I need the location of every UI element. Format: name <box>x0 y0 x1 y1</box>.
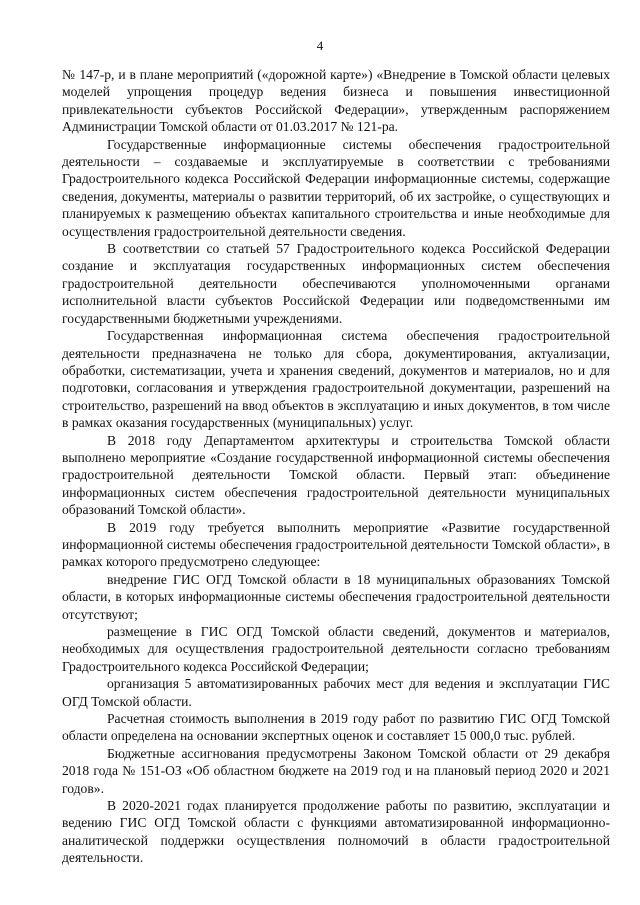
paragraph-item-implementation: внедрение ГИС ОГД Томской области в 18 муниципальных образованиях Томской области, в которых информационные системы обеспечения градостроительной деятельности отсутствуют; <box>62 571 610 622</box>
paragraph-item-placement: размещение в ГИС ОГД Томской области сведений, документов и материалов, необходимых для осуществления градостроительной деятельности согласно требованиям Градостроительного кодекса Российской Федерации; <box>62 624 610 674</box>
paragraph-system-purpose: Государственная информационная система обеспечения градостроительной деятельности предназначена не только для сбора, документирования, актуализации, обработки, систематизации, учета и хранения сведений, документов и материалов, но и для подготовки, согласования и утверждения градостроительной документации, разрешений на строительство, разрешений на ввод объектов в эксплуатацию и иных документов, в том числе в рамках оказания государственных (муниципальных) услуг. <box>62 328 610 431</box>
paragraph-2019-measure: В 2019 году требуется выполнить мероприятие «Развитие государственной информационной системы обеспечения градостроительной деятельности Томской области», в рамках которого предусмотрено следующее: <box>62 519 610 570</box>
paragraph-2020-2021-plans: В 2020-2021 годах планируется продолжение работы по развитию, эксплуатации и ведению ГИС ОГД Томской области с функциями автоматизированной информационно-аналитической поддержки осуществления полномочий в области градостроительной деятельности. <box>62 798 610 866</box>
document-body <box>62 66 610 867</box>
paragraph-article-57: В соответствии со статьей 57 Градостроительного кодекса Российской Федерации создание и эксплуатация государственных информационных систем обеспечения градостроительной деятельности обеспечиваются уполномоченными органами исполнительной власти субъектов Российской Федерации или подведомственными им государственными бюджетными учреждениями. <box>62 241 610 326</box>
paragraph-item-workstations: организация 5 автоматизированных рабочих мест для ведения и эксплуатации ГИС ОГД Томской области. <box>62 676 610 709</box>
paragraph-2018-measure: В 2018 году Департаментом архитектуры и строительства Томской области выполнено мероприятие «Создание государственной информационной системы обеспечения градостроительной деятельности Томской области. Первый этап: объединение информационных систем обеспечения градостроительной деятельности муниципальных образований Томской области». <box>62 432 610 518</box>
page-number: 4 <box>316 38 324 53</box>
paragraph-budget-allocation: Бюджетные ассигнования предусмотрены Законом Томской области от 29 декабря 2018 года № 151-ОЗ «Об областном бюджете на 2019 год и на плановый период 2020 и 2021 годов». <box>62 745 610 796</box>
paragraph-gis-definition: Государственные информационные системы обеспечения градостроительной деятельности – создаваемые и эксплуатируемые в соответствии с требованиями Градостроительного кодекса Российской Федерации информационные системы, содержащие сведения, документы, материалы о развитии территорий, об их застройке, о существующих и планируемых к размещению объектах капитального строительства и иные необходимые для осуществления градостроительной деятельности сведения. <box>62 136 610 239</box>
paragraph-estimated-cost: Расчетная стоимость выполнения в 2019 году работ по развитию ГИС ОГД Томской области определена на основании экспертных оценок и составляет 15 000,0 тыс. рублей. <box>62 711 610 744</box>
paragraph-continuation: № 147-р, и в плане мероприятий («дорожной карте») «Внедрение в Томской области целевых моделей упрощения процедур ведения бизнеса и повышения инвестиционной привлекательности субъектов Российской Федерации», утвержденным распоряжением Администрации Томской области от 01.03.2017 № 121-ра. <box>62 67 610 135</box>
